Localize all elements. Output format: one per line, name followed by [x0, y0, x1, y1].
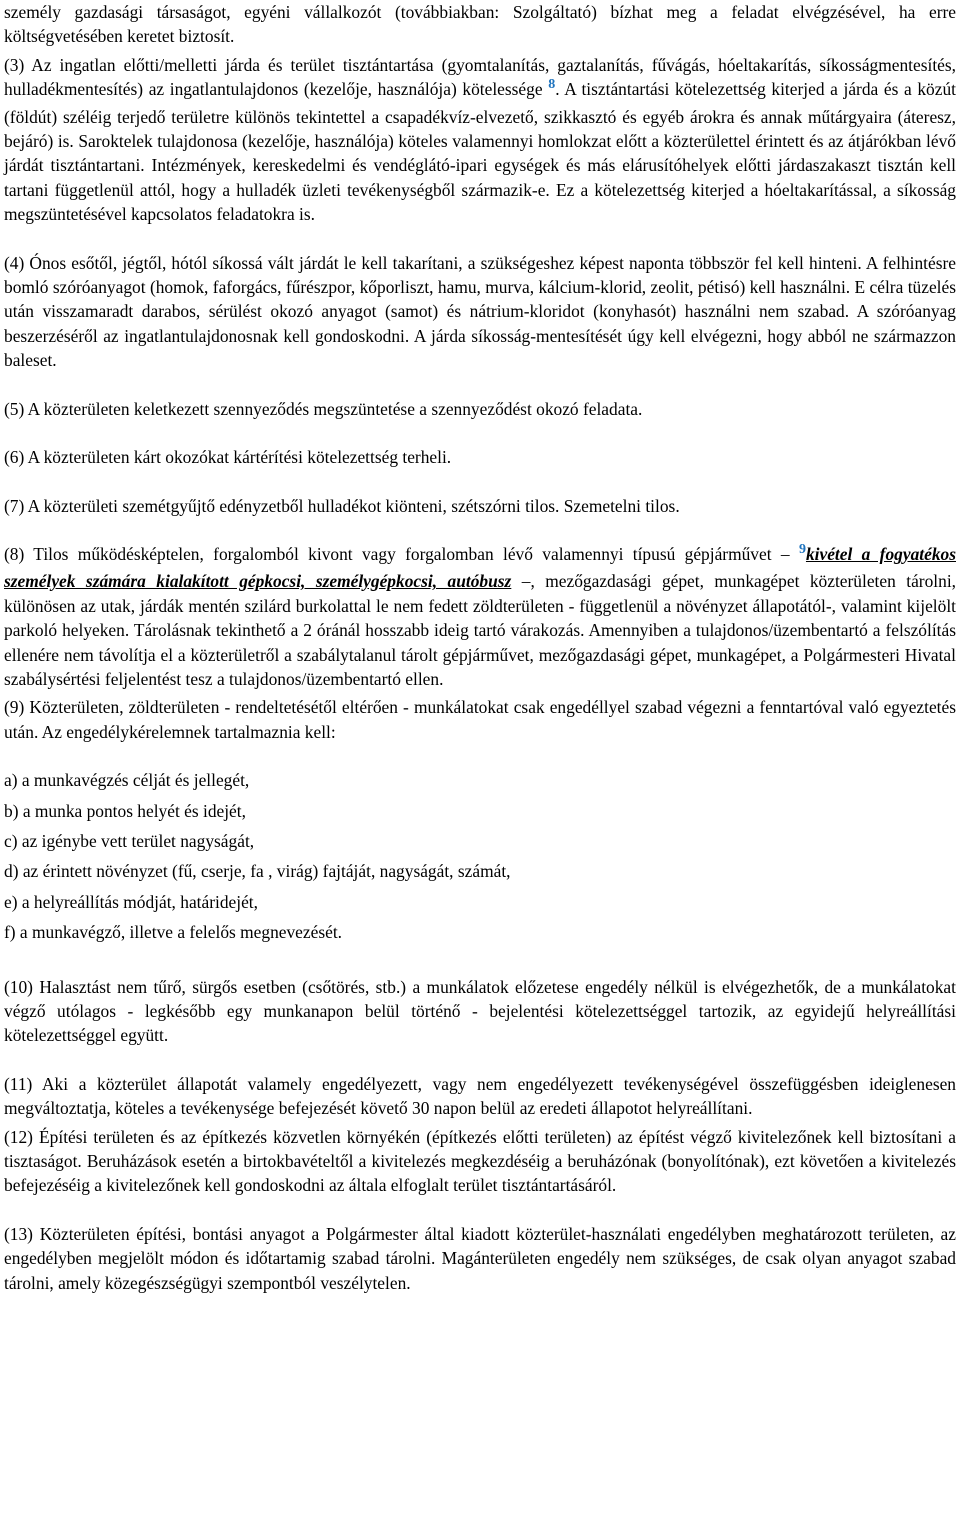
paragraph-13: (13) Közterületen építési, bontási anyagot a Polgármester által kiadott közterület-használati engedélyben meghatározott területen, az engedélyben megjelölt módon és időtartamig szabad tárolni. Magánterületen engedély nem szükséges, de csak olyan anyagot szabad tárolni, amely közegészségügyi szempontból veszélytelen. — [4, 1223, 956, 1293]
paragraph-5: (5) A közterületen keletkezett szennyeződés megszüntetése a szennyeződést okozó feladata. — [4, 398, 643, 419]
list-item: e) a helyreállítás módját, határidejét, — [4, 891, 258, 912]
list-item: c) az igénybe vett terület nagyságát, — [4, 830, 255, 851]
paragraph-7: (7) A közterületi szemétgyűjtő edényzetből hulladékot kiönteni, szétszórni tilos. Szemetelni tilos. — [4, 495, 680, 516]
paragraph-12: (12) Építési területen és az építkezés közvetlen környékén (építkezés előtti területen) az építést végző kivitelezőnek kell biztosítani a tisztaságot. Beruházások esetén a birtokbavételtől a kivitelezés megkezdéséig a beruházónak (bonyolítónak), ezt követően a kivitelezés befejezéséig a kivitelezőnek kell gondoskodni az általa elfoglalt terület tisztántartásáról. — [4, 1126, 956, 1196]
list-item: f) a munkavégző, illetve a felelős megnevezését. — [4, 922, 342, 943]
paragraph-4: (4) Ónos esőtől, jégtől, hótól síkossá vált járdát le kell takarítani, a szükségeshez képest naponta többször fel kell hinteni. A felhintésre bomló szóróanyagot (homok, faforgács, fűrészpor, kőporliszt, hamu, murva, kálcium-klorid, zeolit, pétisó) kell használni. E célra tüzelés után visszamaradt darabos, sérülést okozó anyagot (samot) és nátrium-kloridot (konyhasót) használni nem szabad. A szóróanyag beszerzéséről az ingatlantulajdonosnak kell gondoskodni. A járda síkosság-mentesítését úgy kell elvégezni, hogy abból ne származzon baleset. — [4, 252, 956, 371]
paragraph-11: (11) Aki a közterület állapotát valamely engedélyezett, vagy nem engedélyezett tevékenységével összefüggésben ideiglenesen megváltoztatja, köteles a tevékenysége befejezését követő 30 napon belül az eredeti állapotot helyreállítani. — [4, 1073, 956, 1119]
paragraph-3-text-b: . A tisztántartási kötelezettség kiterjed a járda és a közút (földút) széléig terjedő területre különös tekintettel a csapadékvíz-elvezető, szikkasztó és egyéb árokra és annak műtárgyaira (áteresz, bejáró) is. Saroktelek tulajdonosa (kezelője, használója) köteles valamennyi homlokzat előtt a közterülettel érintett és az átjárókban lévő járdát tisztántartani. Intézmények, kereskedelmi és vendéglátó-ipari egységek és más elárusítóhelyek előtti járdaszakaszt tisztán kell tartani függetlenül attól, hogy a hulladék üzleti tevékenységből származik-e. Ez a kötelezettség kiterjed a hóeltakarítással, a síkosság megszüntetésével kapcsolatos feladatokra is. — [4, 79, 956, 225]
list-item: b) a munka pontos helyét és idejét, — [4, 800, 246, 821]
paragraph-3 — [4, 53, 956, 227]
list-item: a) a munkavégzés célját és jellegét, — [4, 770, 250, 791]
paragraph-8-text-b: –, mezőgazdasági gépet, munkagépet közterületen tárolni, különösen az utak, járdák mentén szilárd burkolattal le nem fedett zöldterületen - függetlenül a növényzet állapotától-, valamint kijelölt parkoló helyeken. Tárolásnak tekinthető a 2 óránál hosszabb ideig tartó várakozás. Amennyiben a tulajdonos/üzembentartó a felszólítás ellenére nem távolítja el a közterületről a szabálytalanul tárolt gépjárművet, mezőgazdasági gépet, munkagépet, a Polgármesteri Hivatal szabálysértési feljelentést tesz a tulajdonos/üzembentartó ellen. — [4, 571, 956, 689]
paragraph-6: (6) A közterületen kárt okozókat kártérítési kötelezettség terheli. — [4, 447, 452, 468]
paragraph-3-text-a: (3) Az ingatlan előtti/melletti járda és terület tisztántartása (gyomtalanítás, gaztalanítás, fűvágás, hóeltakarítás, síkosságmentesítés, hulladékmentesítés) az ingatlantulajdonos (kezelője, használója) kötelessége — [4, 54, 956, 100]
paragraph-8-emphasis: kivétel a fogyatékos személyek számára kialakított gépkocsi, személygépkocsi, autóbusz — [4, 543, 956, 592]
list-item: d) az érintett növényzet (fű, cserje, fa , virág) fajtáját, nagyságát, számát, — [4, 861, 511, 882]
footnote-ref-9[interactable]: 9 — [798, 541, 806, 557]
intro-paragraph: személy gazdasági társaságot, egyéni vállalkozót (továbbiakban: Szolgáltató) bízhat meg a feladat elvégzésével, ha erre költségvetésében keretet biztosít. — [4, 2, 956, 47]
document-page — [4, 0, 956, 1295]
paragraph-9: (9) Közterületen, zöldterületen - rendeltetésétől eltérően - munkálatokat csak engedéllyel szabad végezni a fenntartóval való egyeztetés után. Az engedélykérelemnek tartalmaznia kell: — [4, 697, 956, 742]
paragraph-10: (10) Halasztást nem tűrő, sürgős esetben (csőtörés, stb.) a munkálatok előzetese engedély nélkül is elvégezhetők, de a munkálatokat végző utólagos - legkésőbb egy munkanapon belül történő - bejelentési kötelezettséggel tartozik, az egyidejű helyreállítási kötelezettséggel együtt. — [4, 976, 956, 1046]
footnote-ref-8[interactable]: 8 — [548, 77, 556, 93]
paragraph-8 — [4, 542, 956, 691]
requirements-list — [4, 768, 956, 944]
paragraph-8-text-a: (8) Tilos működésképtelen, forgalomból kivont vagy forgalomban lévő valamennyi típusú gépjárművet – — [4, 543, 790, 564]
